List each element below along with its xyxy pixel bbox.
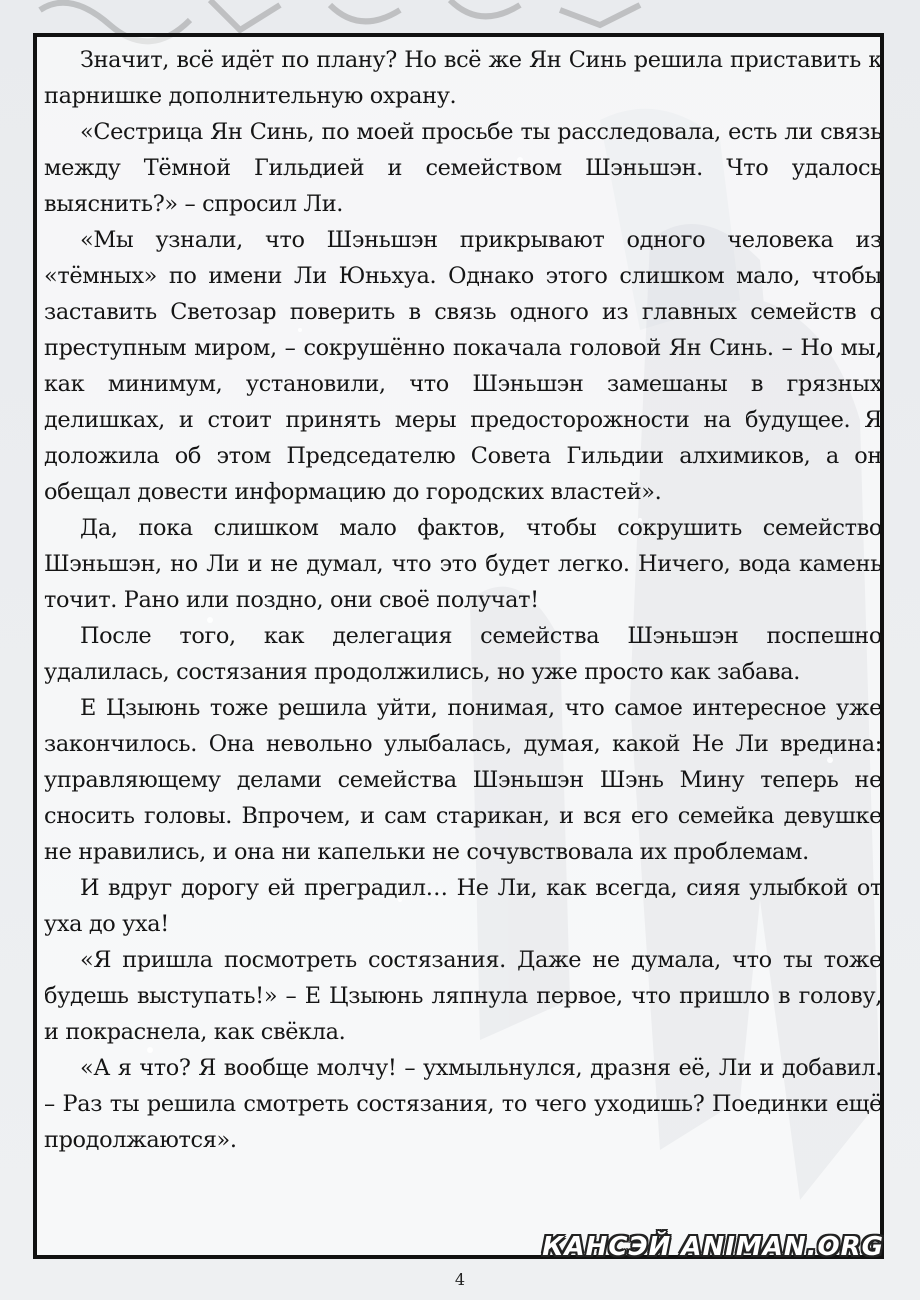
paragraph: «Мы узнали, что Шэньшэн прикрывают одного человека из «тёмных» по имени Ли Юньхуа. Однако этого слишком мало, чтобы заставить Светозар поверить в связь одного из главных семейств с преступным миром, – сокрушённо покачала головой Ян Синь. – Но мы, как минимум, установили, что Шэньшэн замешаны в грязных делишках, и стоит принять меры предосторожности на будущее. Я доложила об этом Председателю Совета Гильдии алхимиков, а он обещал довести информацию до городских властей».: [44, 227, 882, 505]
paragraph: «Сестрица Ян Синь, по моей просьбе ты расследовала, есть ли связь между Тёмной Гильдией и семейством Шэньшэн. Что удалось выяснить?» – спросил Ли.: [44, 119, 882, 217]
watermark-logo: КАНСЭЙ ANIMAN.ORG: [542, 1232, 884, 1262]
paragraph: «А я что? Я вообще молчу! – ухмыльнулся, дразня её, Ли и добавил. – Раз ты решила смотреть состязания, то чего уходишь? Поединки ещё продолжаются».: [44, 1055, 882, 1153]
paragraph: «Я пришла посмотреть состязания. Даже не думала, что ты тоже будешь выступать!» – Е Цзыюнь ляпнула первое, что пришло в голову, и покраснела, как свёкла.: [44, 947, 882, 1045]
paragraph: Значит, всё идёт по плану? Но всё же Ян Синь решила приставить к парнишке дополнительную охрану.: [44, 47, 882, 109]
page-number: 4: [454, 1270, 466, 1289]
paragraph: Да, пока слишком мало фактов, чтобы сокрушить семейство Шэньшэн, но Ли и не думал, что это будет легко. Ничего, вода камень точит. Рано или поздно, они своё получат!: [44, 515, 882, 613]
paragraph: После того, как делегация семейства Шэньшэн поспешно удалилась, состязания продолжились, но уже просто как забава.: [44, 623, 882, 685]
paragraph: Е Цзыюнь тоже решила уйти, понимая, что самое интересное уже закончилось. Она невольно улыбалась, думая, какой Не Ли вредина: управляющему делами семейства Шэньшэн Шэнь Мину теперь не сносить головы. Впрочем, и сам старикан, и вся его семейка девушке не нравились, и она ни капельки не сочувствовала их проблемам.: [44, 695, 882, 865]
story-text: [44, 42, 882, 1158]
paragraph: И вдруг дорогу ей преградил… Не Ли, как всегда, сияя улыбкой от уха до уха!: [44, 875, 882, 937]
